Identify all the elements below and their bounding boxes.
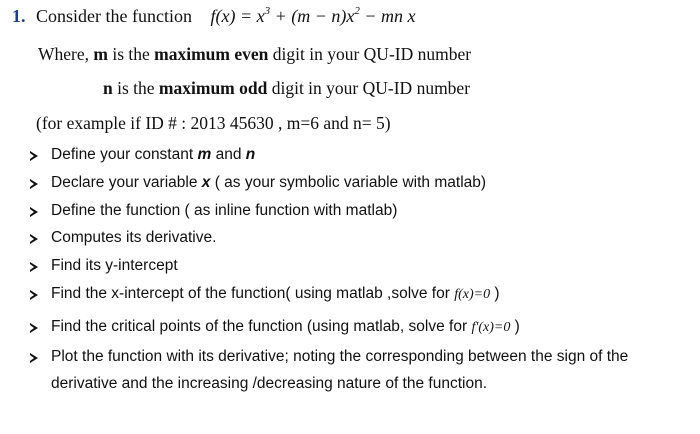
- arrow-bullet-icon: [30, 290, 38, 300]
- arrow-bullet-icon: [30, 353, 38, 363]
- definition-n: n is the maximum odd digit in your QU-ID number: [103, 78, 471, 98]
- arrow-bullet-icon: [30, 262, 38, 272]
- arrow-bullet-icon: [30, 234, 38, 244]
- definition-m: Where, m is the maximum even digit in your QU-ID number: [38, 44, 472, 64]
- question-intro: Consider the function: [36, 6, 192, 26]
- question-header: [12, 6, 416, 27]
- arrow-bullet-icon: [30, 207, 38, 217]
- arrow-bullet-icon: [30, 179, 38, 189]
- question-number: 1.: [12, 6, 26, 26]
- function-expression: $f(x) = x^3 + (m - n)x^2$ − mn x: [210, 5, 416, 26]
- arrow-bullet-icon: [30, 323, 38, 333]
- arrow-bullet-icon: [30, 151, 38, 161]
- example-line: (for example if ID # : 2013 45630 , m=6 and n= 5): [36, 113, 391, 133]
